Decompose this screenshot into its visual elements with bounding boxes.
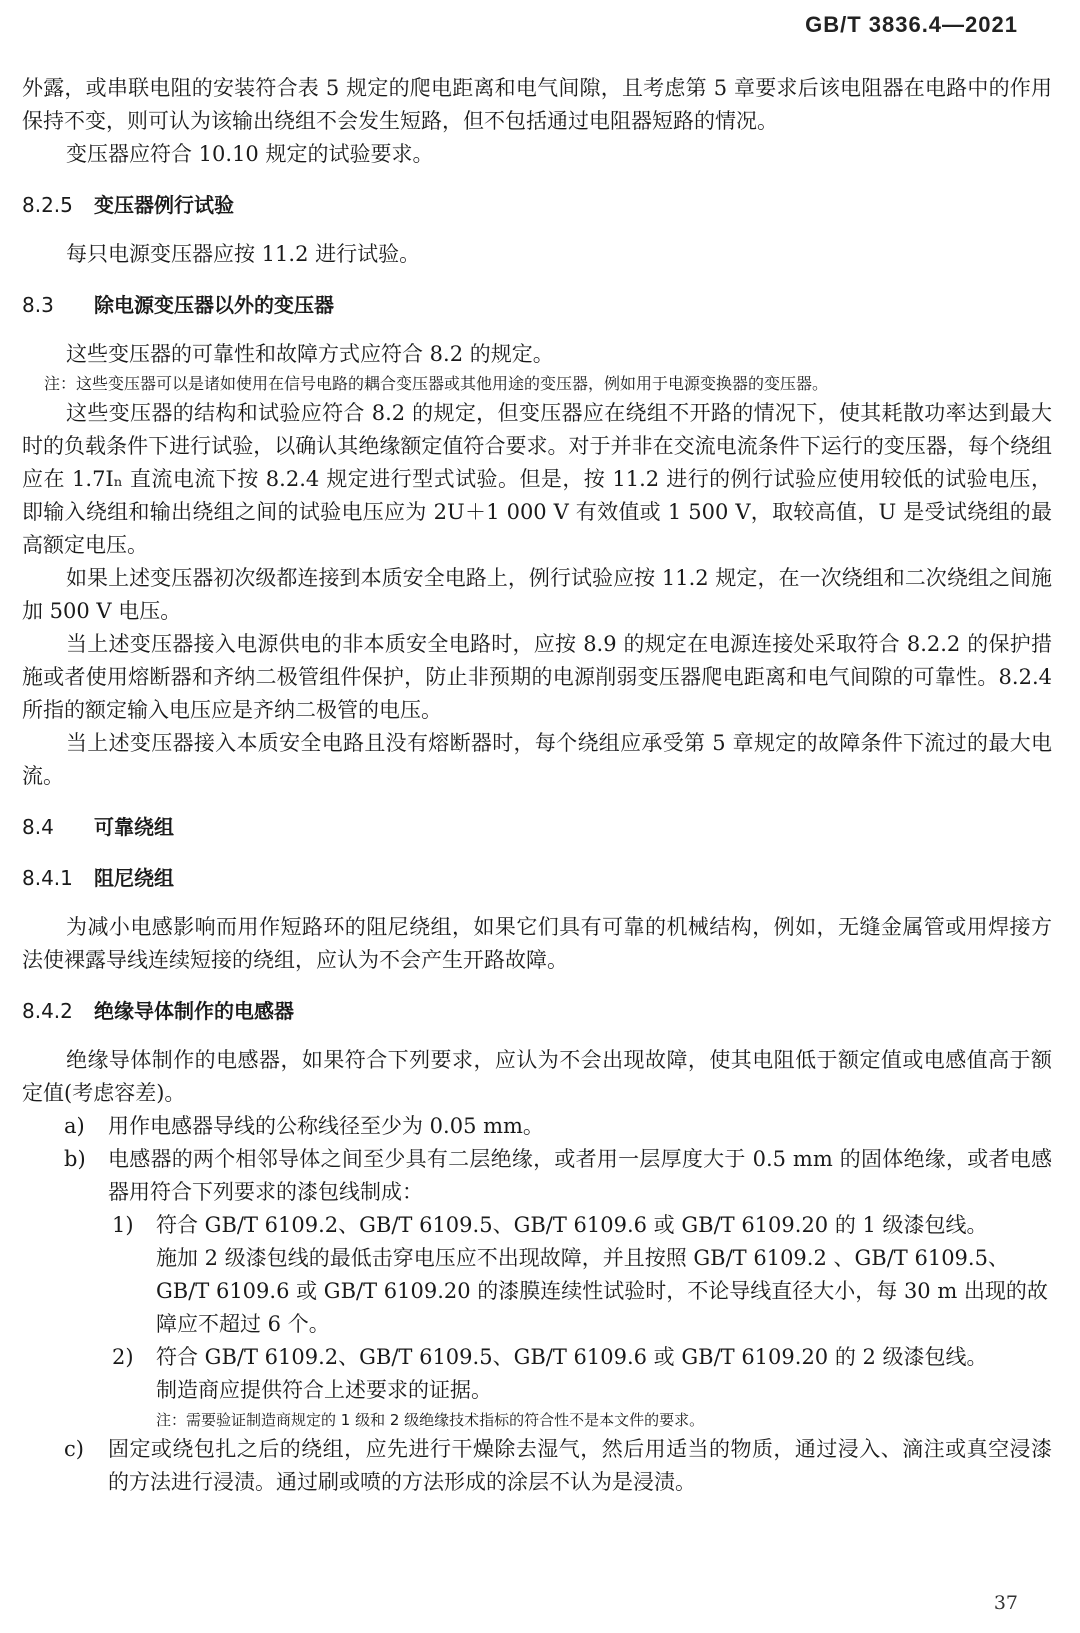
sub-item-1 xyxy=(22,1209,1052,1242)
note: 注：这些变压器可以是诸如使用在信号电路的耦合变压器或其他用途的变压器，例如用于电源变换器的变压器。 xyxy=(44,374,829,393)
list-label: c) xyxy=(64,1437,84,1461)
list-item-a xyxy=(22,1110,1052,1143)
sub-item-2 xyxy=(22,1341,1052,1374)
standard-id: GB/T 3836.4—2021 xyxy=(805,12,1018,37)
document-body xyxy=(22,72,1052,1499)
sub-item-continuation: 制造商应提供符合上述要求的证据。 xyxy=(156,1378,492,1402)
note: 注：需要验证制造商规定的 1 级和 2 级绝缘技术指标的符合性不是本文件的要求。 xyxy=(156,1411,705,1429)
section-title: 绝缘导体制作的电感器 xyxy=(94,999,294,1023)
list-label: b) xyxy=(64,1147,86,1171)
section-heading-8-3 xyxy=(22,289,1052,322)
list-text: 电感器的两个相邻导体之间至少具有二层绝缘，或者用一层厚度大于 0.5 mm 的固体绝缘，或者电感器用符合下列要求的漆包线制成： xyxy=(108,1147,1052,1204)
paragraph: 变压器应符合 10.10 规定的试验要求。 xyxy=(66,142,434,166)
page-number: 37 xyxy=(993,1592,1018,1614)
section-heading-8-2-5 xyxy=(22,189,1052,222)
list-label: a) xyxy=(64,1114,85,1138)
section-title: 变压器例行试验 xyxy=(94,193,234,217)
section-number: 8.4.2 xyxy=(22,999,73,1023)
section-title: 除电源变压器以外的变压器 xyxy=(94,293,334,317)
paragraph: 外露，或串联电阻的安装符合表 5 规定的爬电距离和电气间隙，且考虑第 5 章要求后该电阻器在电路中的作用保持不变，则可认为该输出绕组不会发生短路，但不包括通过电阻器短路的情况。 xyxy=(22,76,1052,133)
paragraph: 这些变压器的结构和试验应符合 8.2 的规定，但变压器应在绕组不开路的情况下，使其耗散功率达到最大时的负载条件下进行试验，以确认其绝缘额定值符合要求。对于并非在交流电流条件下运行的变压器，每个绕组应在 1.7Iₙ 直流电流下按 8.2.4 规定进行型式试验。但是，按 11.2 进行的例行试验应使用较低的试验电压，即输入绕组和输出绕组之间的试验电压应为 2U＋1 000 V 有效值或 1 500 V，取较高值，U 是受试绕组的最高额定电压。 xyxy=(22,401,1052,557)
paragraph: 这些变压器的可靠性和故障方式应符合 8.2 的规定。 xyxy=(66,342,554,366)
section-heading-8-4 xyxy=(22,811,1052,844)
sub-label: 1) xyxy=(112,1213,134,1237)
section-title: 阻尼绕组 xyxy=(94,866,174,890)
paragraph: 绝缘导体制作的电感器，如果符合下列要求，应认为不会出现故障，使其电阻低于额定值或电感值高于额定值(考虑容差)。 xyxy=(22,1048,1052,1105)
list-text: 固定或绕包扎之后的绕组，应先进行干燥除去湿气，然后用适当的物质，通过浸入、滴注或真空浸漆的方法进行浸渍。通过刷或喷的方法形成的涂层不认为是浸渍。 xyxy=(108,1437,1052,1494)
list-item-b xyxy=(22,1143,1052,1209)
section-number: 8.4 xyxy=(22,815,54,839)
section-number: 8.2.5 xyxy=(22,193,73,217)
paragraph: 当上述变压器接入本质安全电路且没有熔断器时，每个绕组应承受第 5 章规定的故障条件下流过的最大电流。 xyxy=(22,731,1052,788)
paragraph: 每只电源变压器应按 11.2 进行试验。 xyxy=(66,242,421,266)
section-number: 8.3 xyxy=(22,293,54,317)
sub-text: 符合 GB/T 6109.2、GB/T 6109.5、GB/T 6109.6 或 GB/T 6109.20 的 1 级漆包线。 xyxy=(156,1213,988,1237)
list-item-c xyxy=(22,1433,1052,1499)
sub-text: 符合 GB/T 6109.2、GB/T 6109.5、GB/T 6109.6 或 GB/T 6109.20 的 2 级漆包线。 xyxy=(156,1345,988,1369)
paragraph: 如果上述变压器初次级都连接到本质安全电路上，例行试验应按 11.2 规定，在一次绕组和二次绕组之间施加 500 V 电压。 xyxy=(22,566,1052,623)
section-number: 8.4.1 xyxy=(22,866,73,890)
section-title: 可靠绕组 xyxy=(94,815,174,839)
paragraph: 为减小电感影响而用作短路环的阻尼绕组，如果它们具有可靠的机械结构，例如，无缝金属管或用焊接方法使裸露导线连续短接的绕组，应认为不会产生开路故障。 xyxy=(22,915,1052,972)
paragraph: 当上述变压器接入电源供电的非本质安全电路时，应按 8.9 的规定在电源连接处采取符合 8.2.2 的保护措施或者使用熔断器和齐纳二极管组件保护，防止非预期的电源削弱变压器爬电距离和电气间隙的可靠性。8.2.4 所指的额定输入电压应是齐纳二极管的电压。 xyxy=(22,632,1052,722)
sub-label: 2) xyxy=(112,1345,134,1369)
section-heading-8-4-2 xyxy=(22,995,1052,1028)
sub-item-continuation: 施加 2 级漆包线的最低击穿电压应不出现故障，并且按照 GB/T 6109.2 、GB/T 6109.5、GB/T 6109.6 或 GB/T 6109.20 的漆膜连续性试验时，不论导线直径大小，每 30 m 出现的故障应不超过 6 个。 xyxy=(156,1246,1048,1336)
list-text: 用作电感器导线的公称线径至少为 0.05 mm。 xyxy=(108,1114,544,1138)
section-heading-8-4-1 xyxy=(22,862,1052,895)
